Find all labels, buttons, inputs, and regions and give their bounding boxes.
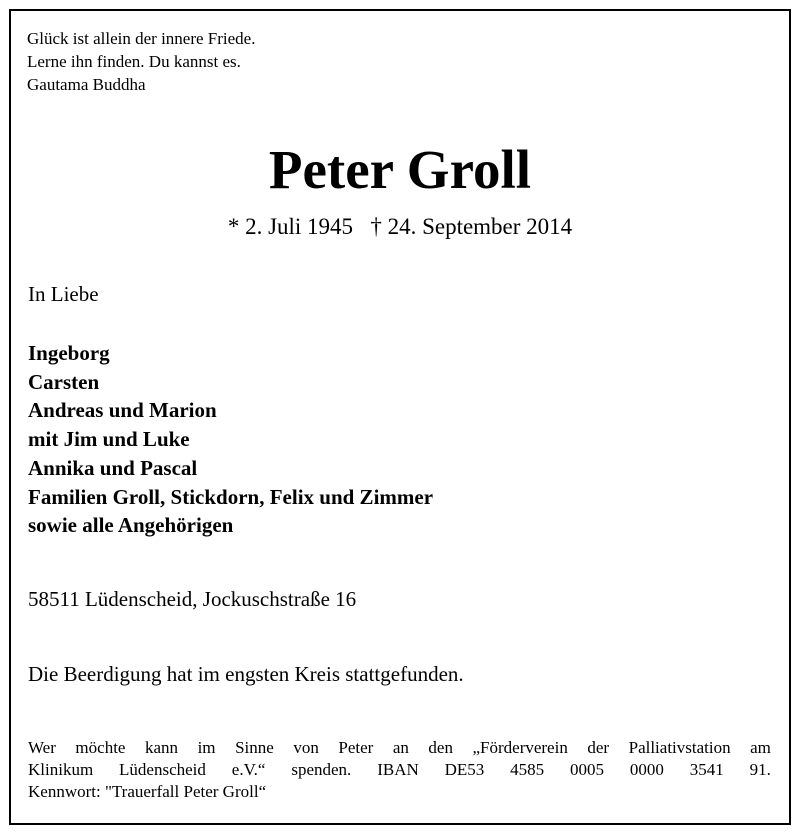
donation-word: 91. [749,760,771,779]
donation-word: 4585 [510,760,545,779]
address: 58511 Lüdenscheid, Jockuschstraße 16 [28,587,357,611]
donation-word: an [392,738,409,757]
quote-line: Glück ist allein der innere Friede. [27,29,256,48]
donation-word: Sinne [235,738,274,757]
donation-word: den [428,738,453,757]
donation-word: Peter [338,738,374,757]
donation-word: am [750,738,771,757]
donation-word: Klinikum [28,760,94,779]
mourner: Carsten [28,369,100,394]
donation-word: 0000 [629,760,664,779]
mourner: mit Jim und Luke [28,427,190,452]
deceased-name: Peter Groll [268,139,532,200]
donation-word: im [197,738,216,757]
buddha-quote [27,27,255,96]
donation-word: spenden. [291,760,352,779]
donation-word: 0005 [570,760,605,779]
mourner: Annika und Pascal [28,455,198,480]
donation-word: DE53 [444,760,485,779]
donation-word: möchte [75,738,126,757]
mourner: sowie alle Angehörigen [28,513,234,538]
donation-word: Wer [28,738,56,757]
quote-line: Lerne ihn finden. Du kannst es. [27,52,241,71]
death-date: † 24. September 2014 [370,214,573,239]
mourner: Familien Groll, Stickdorn, Felix und Zimmer [28,484,434,509]
mourner: Andreas und Marion [28,398,217,423]
birth-date: * 2. Juli 1945 [227,214,354,239]
donation-word: der [587,738,610,757]
greeting: In Liebe [28,282,99,306]
donation-word: von [293,738,319,757]
donation-word: Lüdenscheid [119,760,206,779]
donation-word: Palliativstation [628,738,731,757]
donation-note [28,737,771,803]
donation-word: IBAN [377,760,419,779]
mourner: Ingeborg [28,341,110,365]
mourners-list [28,339,433,540]
donation-line [28,737,771,759]
donation-word: e.V.“ [231,760,266,779]
life-dates [0,213,800,241]
donation-keyword: Kennwort: "Trauerfall Peter Groll“ [28,782,267,801]
donation-line [28,759,771,781]
quote-author: Gautama Buddha [27,75,146,94]
donation-word: „Förderverein [472,738,568,757]
funeral-note: Die Beerdigung hat im engsten Kreis stattgefunden. [28,662,464,686]
donation-word: 3541 [689,760,724,779]
donation-word: kann [145,738,179,757]
